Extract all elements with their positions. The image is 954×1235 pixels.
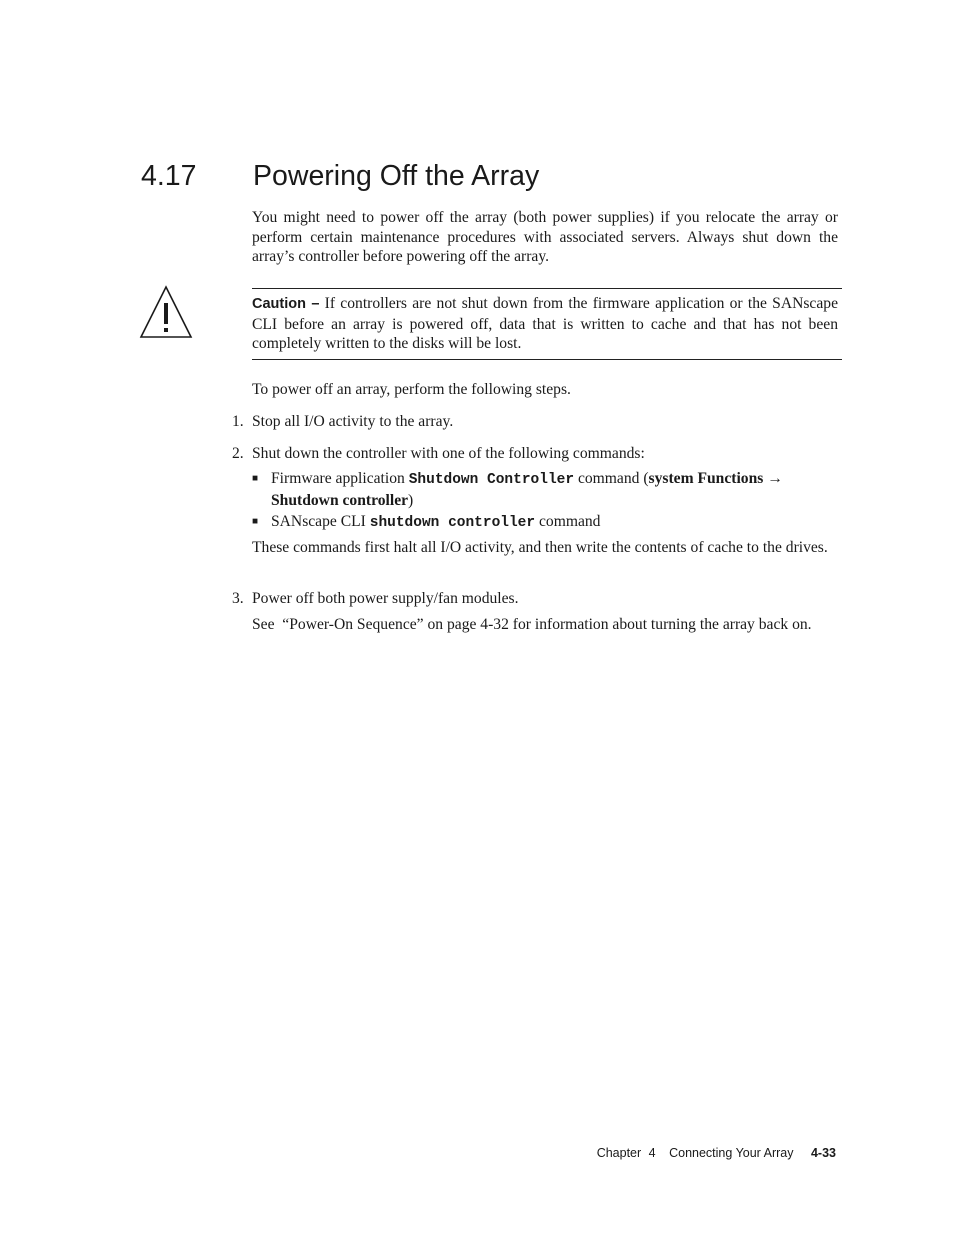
step-2-number: 2. <box>232 445 244 462</box>
bullet-1-menu-path: system Functions → <box>648 470 783 487</box>
bullet-1-pre: Firmware application <box>271 470 405 487</box>
bullet-1-code: Shutdown Controller <box>408 472 575 488</box>
step-3-note: See “Power-On Sequence” on page 4-32 for information about turning the array back on. <box>252 616 812 633</box>
page-footer <box>597 1146 836 1160</box>
bullet-marker: ■ <box>252 473 259 484</box>
step-2-text: Shut down the controller with one of the following commands: <box>252 445 645 462</box>
bullet-1-menu-item: Shutdown controller <box>271 491 409 509</box>
bullet-marker: ■ <box>252 516 259 527</box>
bullet-2-code: shutdown controller <box>369 515 536 531</box>
section-title: Powering Off the Array <box>253 160 540 192</box>
intro-paragraph: You might need to power off the array (both power supplies) if you relocate the array or perform certain maintenance procedures with associated servers. Always shut down the array’s controller before powering off the array. <box>252 209 838 265</box>
step-3-text: Power off both power supply/fan modules. <box>252 590 519 607</box>
step-1-text: Stop all I/O activity to the array. <box>252 413 454 430</box>
section-heading <box>141 160 539 193</box>
caution-bottom-rule <box>252 359 842 360</box>
lead-in-text: To power off an array, perform the following steps. <box>252 381 571 398</box>
footer-chapter: Chapter 4 <box>596 1146 656 1160</box>
step-2-note: These commands first halt all I/O activity, and then write the contents of cache to the drives. <box>252 539 828 556</box>
bullet-1-mid: command ( <box>577 470 649 487</box>
step-3-number: 3. <box>232 590 244 607</box>
caution-text: If controllers are not shut down from the firmware application or the SANscape CLI before an array is powered off, data that is written to cache and that has not been completely written to the disks will be lost. <box>252 295 838 352</box>
warning-triangle-icon <box>139 285 193 339</box>
footer-chapter-title: Connecting Your Array <box>669 1146 794 1160</box>
step-1-number: 1. <box>232 413 244 430</box>
bullet-cli-command <box>271 512 841 534</box>
bullet-1-post: ) <box>408 491 414 509</box>
bullet-firmware-command <box>271 469 841 510</box>
page-number: 4-33 <box>810 1146 836 1160</box>
caution-top-rule <box>252 288 842 289</box>
bullet-2-post: command <box>538 513 601 530</box>
bullet-2-pre: SANscape CLI <box>271 513 366 530</box>
section-number: 4.17 <box>141 160 197 192</box>
caution-note <box>252 294 838 354</box>
caution-label: Caution – <box>252 296 320 312</box>
